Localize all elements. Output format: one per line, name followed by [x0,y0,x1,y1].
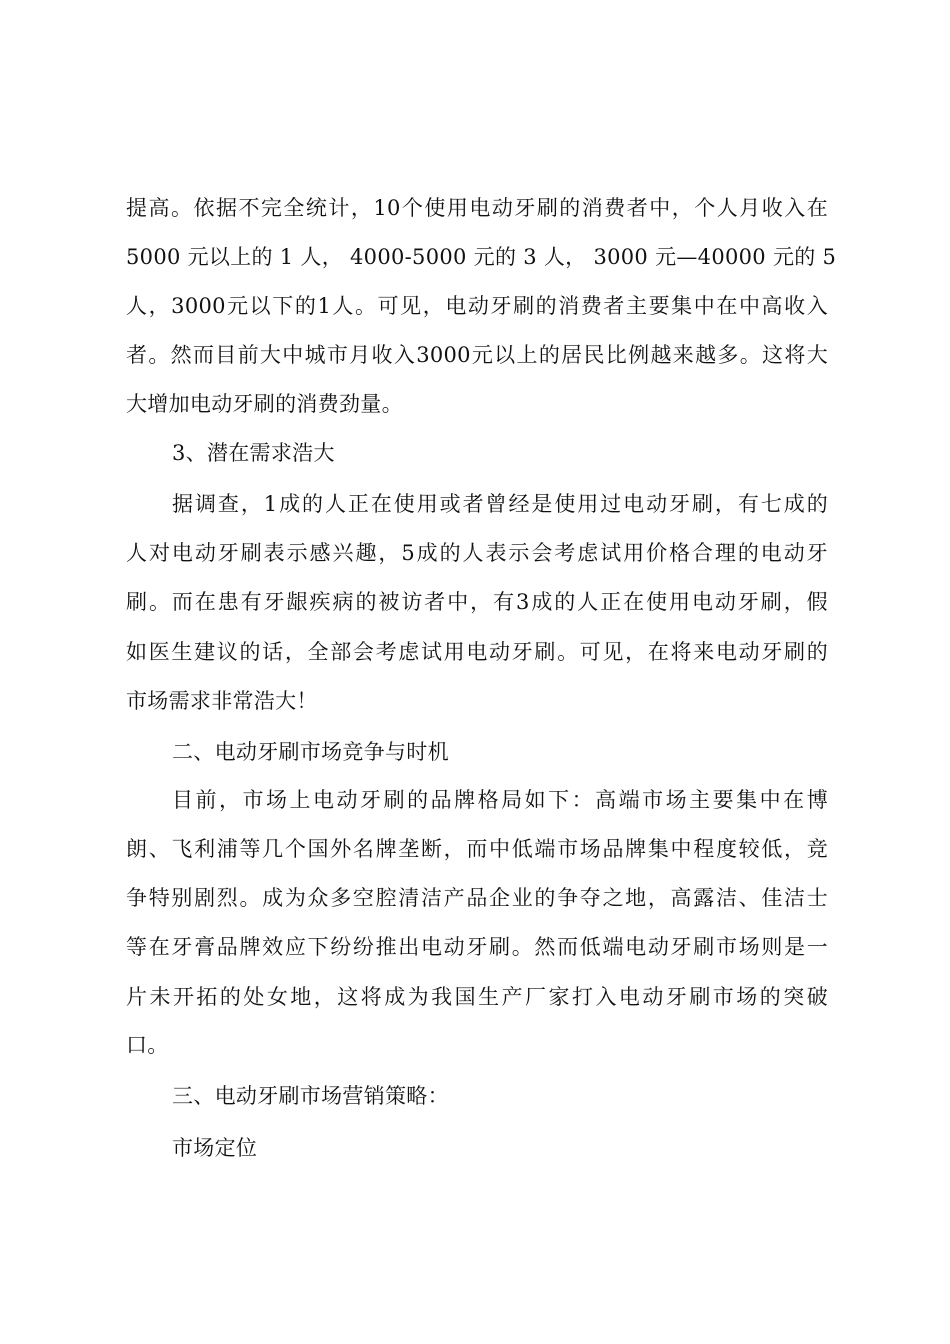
paragraph-line: 片未开拓的处女地，这将成为我国生产厂家打入电动牙刷市场的突破 [126,985,828,1009]
section-heading: 二、电动牙刷市场竞争与时机 [172,740,449,764]
paragraph-line: 据调查，1成的人正在使用或者曾经是使用过电动牙刷，有七成的 [172,492,828,516]
paragraph-line: 如医生建议的话，全部会考虑试用电动牙刷。可见，在将来电动牙刷的 [126,640,828,664]
paragraph-line: 人，3000元以下的1人。可见，电动牙刷的消费者主要集中在中高收入 [126,294,828,318]
paragraph-line: 口。 [126,1033,169,1057]
paragraph-line: 提高。依据不完全统计，10个使用电动牙刷的消费者中，个人月收入在 [126,196,828,220]
paragraph-line: 等在牙膏品牌效应下纷纷推出电动牙刷。然而低端电动牙刷市场则是一 [126,935,828,959]
paragraph-line: 大增加电动牙刷的消费劲量。 [126,392,403,416]
section-heading: 三、电动牙刷市场营销策略： [172,1084,449,1108]
paragraph-line: 人对电动牙刷表示感兴趣，5成的人表示会考虑试用价格合理的电动牙 [126,541,828,565]
paragraph-line: 刷。而在患有牙龈疾病的被访者中，有3成的人正在使用电动牙刷，假 [126,590,828,614]
section-heading: 3、潜在需求浩大 [172,441,335,465]
paragraph-line: 者。然而目前大中城市月收入3000元以上的居民比例越来越多。这将大 [126,343,828,367]
paragraph-line: 争特别剧烈。成为众多空腔清洁产品企业的争夺之地，高露洁、佳洁士 [126,886,828,910]
paragraph-line: 目前，市场上电动牙刷的品牌格局如下：高端市场主要集中在博 [172,788,828,812]
paragraph-line: 5000 元以上的 1 人， 4000-5000 元的 3 人， 3000 元—40000 元的 5 [126,245,837,269]
paragraph-line: 市场需求非常浩大！ [126,689,318,713]
subsection-heading: 市场定位 [172,1136,258,1160]
paragraph-line: 朗、飞利浦等几个国外名牌垄断，而中低端市场品牌集中程度较低，竞 [126,837,828,861]
